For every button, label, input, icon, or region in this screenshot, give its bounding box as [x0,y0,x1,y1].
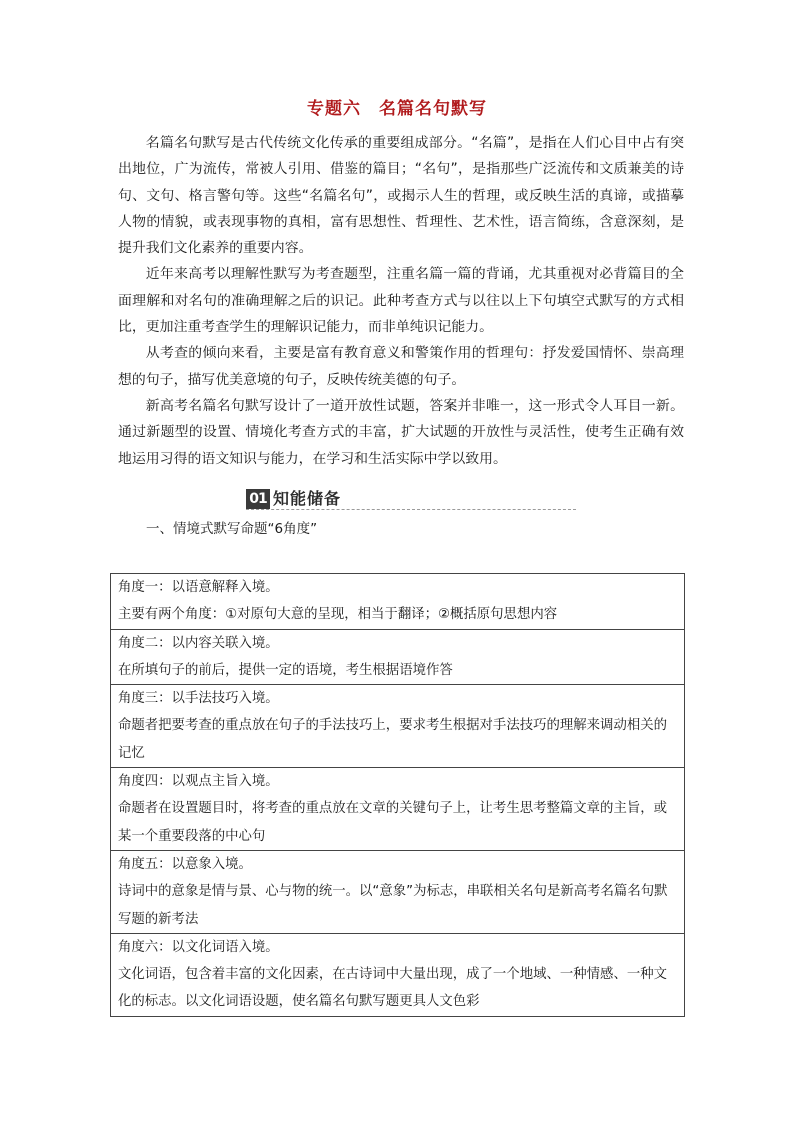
angle-row [111,933,684,1016]
intro-paragraph: 新高考名篇名句默写设计了一道开放性试题，答案并非唯一，这一形式令人耳目一新。通过新题型的设置、情境化考查方式的丰富，扩大试题的开放性与灵活性，使考生正确有效地运用习得的语文知识与能力，在学习和生活实际中学以致用。 [118,397,684,467]
section-title: 知能储备 [273,489,342,508]
angle-title: 角度二：以内容关联入境。 [118,635,279,651]
section-banner [246,487,576,511]
angle-row [111,574,684,629]
angle-title: 角度一：以语意解释入境。 [118,580,279,595]
subheading: 一、情境式默写命题“6角度” [146,521,318,537]
section-divider [246,509,576,510]
angle-description: 命题者把要考查的重点放在句子的手法技巧上，要求考生根据对手法技巧的理解来调动相关的记忆 [118,718,668,761]
section-number-badge: 01 [246,489,270,509]
angle-title: 角度四：以观点主旨入境。 [118,774,279,790]
angle-row [111,850,684,933]
angle-description: 命题者在设置题目时，将考查的重点放在文章的关键句子上，让考生思考整篇文章的主旨，或某一个重要段落的中心句 [118,801,668,844]
intro-paragraph: 名篇名句默写是古代传统文化传承的重要组成部分。“名篇”，是指在人们心目中占有突出地位，广为流传，常被人引用、借鉴的篇目；“名句”，是指那些广泛流传和文质兼美的诗句、文句、格言警句等。这些“名篇名句”，或揭示人生的哲理，或反映生活的真谛，或描摹人物的情貌，或表现事物的真相，富有思想性、哲理性、艺术性，语言简练，含意深刻，是提升我们文化素养的重要内容。 [118,135,684,257]
angle-row [111,684,684,767]
angle-description: 文化词语，包含着丰富的文化因素，在古诗词中大量出现，成了一个地域、一种情感、一种文化的标志。以文化词语设题，使名篇名句默写题更具人文色彩 [118,967,668,1010]
angle-title: 角度五：以意象入境。 [118,856,252,872]
angle-row [111,629,684,685]
intro-paragraph: 近年来高考以理解性默写为考查题型，注重名篇一篇的背诵，尤其重视对必背篇目的全面理解和对名句的准确理解之后的识记。此种考查方式与以往以上下句填空式默写的方式相比，更加注重考查学生的理解识记能力，而非单纯识记能力。 [118,266,684,336]
angle-description: 诗词中的意象是情与景、心与物的统一。以“意象”为标志，串联相关名句是新高考名篇名句默写题的新考法 [118,884,668,927]
angle-row [111,767,684,850]
angles-table [110,573,685,1017]
angle-description: 在所填句子的前后，提供一定的语境，考生根据语境作答 [118,662,453,678]
angle-description: 主要有两个角度：①对原句大意的呈现，相当于翻译；②概括原句思想内容 [118,607,558,623]
intro-text [118,130,684,472]
angle-title: 角度三：以手法技巧入境。 [118,691,279,707]
intro-paragraph: 从考查的倾向来看，主要是富有教育意义和警策作用的哲理句：抒发爱国情怀、崇高理想的句子，描写优美意境的句子，反映传统美德的句子。 [118,345,684,388]
page-title: 专题六 名篇名句默写 [307,99,487,119]
angle-title: 角度六：以文化词语入境。 [118,939,279,955]
